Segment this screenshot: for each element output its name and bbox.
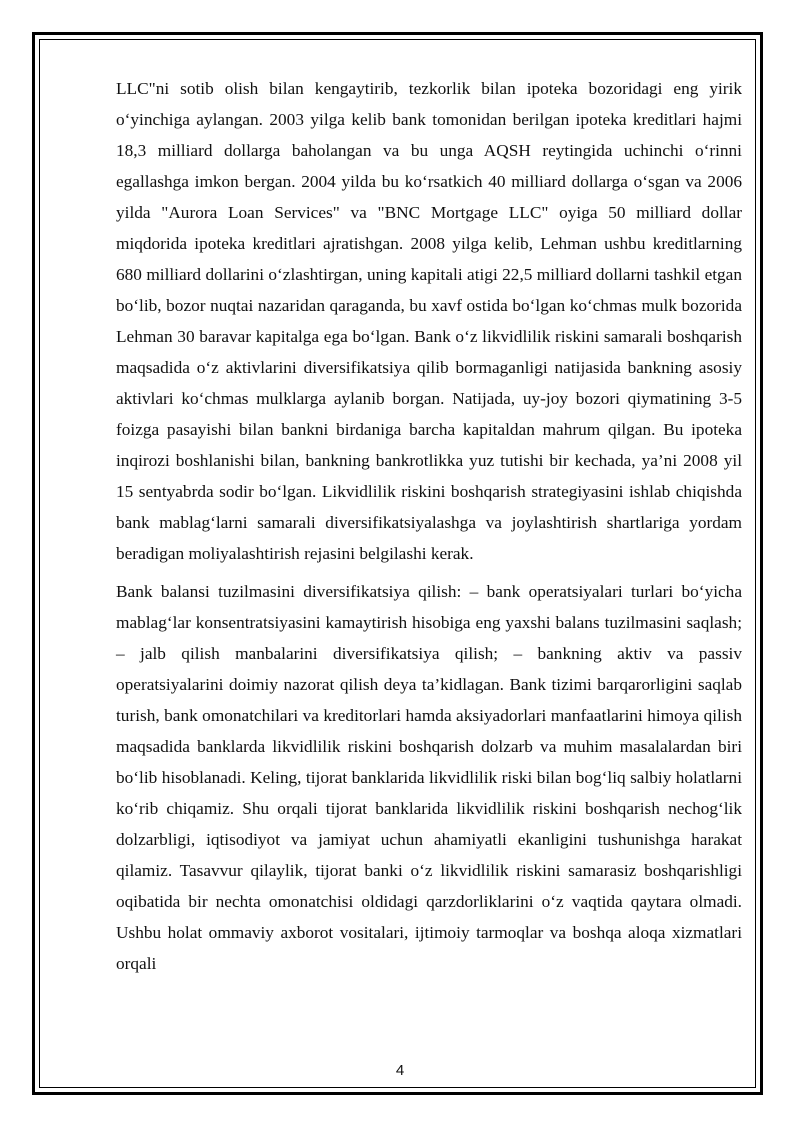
document-body <box>116 73 742 979</box>
paragraph-2: Bank balansi tuzilmasini diversifikatsiya qilish: – bank operatsiyalari turlari bo‘yicha mablag‘lar konsentratsiyasini kamaytirish hisobiga eng yaxshi balans tuzilmasini saqlash; – jalb qilish manbalarini diversifikatsiya qilish; – bankning aktiv va passiv operatsiyalarini doimiy nazorat qilish deya ta’kidlagan. Bank tizimi barqarorligini saqlab turish, bank omonatchilari va kreditorlari hamda aksiyadorlari manfaatlarini himoya qilish maqsadida banklarda likvidlilik riskini boshqarish dolzarb va muhim masalalardan biri bo‘lib hisoblanadi. Keling, tijorat banklarida likvidlilik riski bilan bog‘liq salbiy holatlarni ko‘rib chiqamiz. Shu orqali tijorat banklarida likvidlilik riskini boshqarish nechog‘lik dolzarbligi, iqtisodiyot va jamiyat uchun ahamiyatli ekanligini tushunishga harakat qilamiz. Tasavvur qilaylik, tijorat banki o‘z likvidlilik riskini samarasiz boshqarishligi oqibatida bir nechta omonatchisi oldidagi qarzdorliklarini o‘z vaqtida qaytara olmadi. Ushbu holat ommaviy axborot vositalari, ijtimoiy tarmoqlar va boshqa aloqa xizmatlari orqali <box>116 582 742 973</box>
page-number: 4 <box>395 1062 405 1079</box>
paragraph-1: LLC"ni sotib olish bilan kengaytirib, tezkorlik bilan ipoteka bozoridagi eng yirik o‘yinchiga aylangan. 2003 yilga kelib bank tomonidan berilgan ipoteka kreditlari hajmi 18,3 milliard dollarga baholangan va bu unga AQSH reytingida uchinchi o‘rinni egallashga imkon bergan. 2004 yilda bu ko‘rsatkich 40 milliard dollarga o‘sgan va 2006 yilda "Aurora Loan Services" va "BNC Mortgage LLC" oyiga 50 milliard dollar miqdorida ipoteka kreditlari ajratishgan. 2008 yilga kelib, Lehman ushbu kreditlarning 680 milliard dollarini o‘zlashtirgan, uning kapitali atigi 22,5 milliard dollarni tashkil etgan bo‘lib, bozor nuqtai nazaridan qaraganda, bu xavf ostida bo‘lgan ko‘chmas mulk bozorida Lehman 30 baravar kapitalga ega bo‘lgan. Bank o‘z likvidlilik riskini samarali boshqarish maqsadida o‘z aktivlarini diversifikatsiya qilib bormaganligi natijasida bankning asosiy aktivlari ko‘chmas mulklarga aylanib borgan. Natijada, uy-joy bozori qiymatining 3-5 foizga pasayishi bilan bankni birdaniga barcha kapitaldan mahrum qilgan. Bu ipoteka inqirozi boshlanishi bilan, bankning bankrotlikka yuz tutishi bir kechada, ya’ni 2008 yil 15 sentyabrda sodir bo‘lgan. Likvidlilik riskini boshqarish strategiyasini ishlab chiqishda bank mablag‘larni samarali diversifikatsiyalashga va joylashtirish shartlariga yordam beradigan moliyalashtirish rejasini belgilashi kerak. <box>116 79 742 563</box>
